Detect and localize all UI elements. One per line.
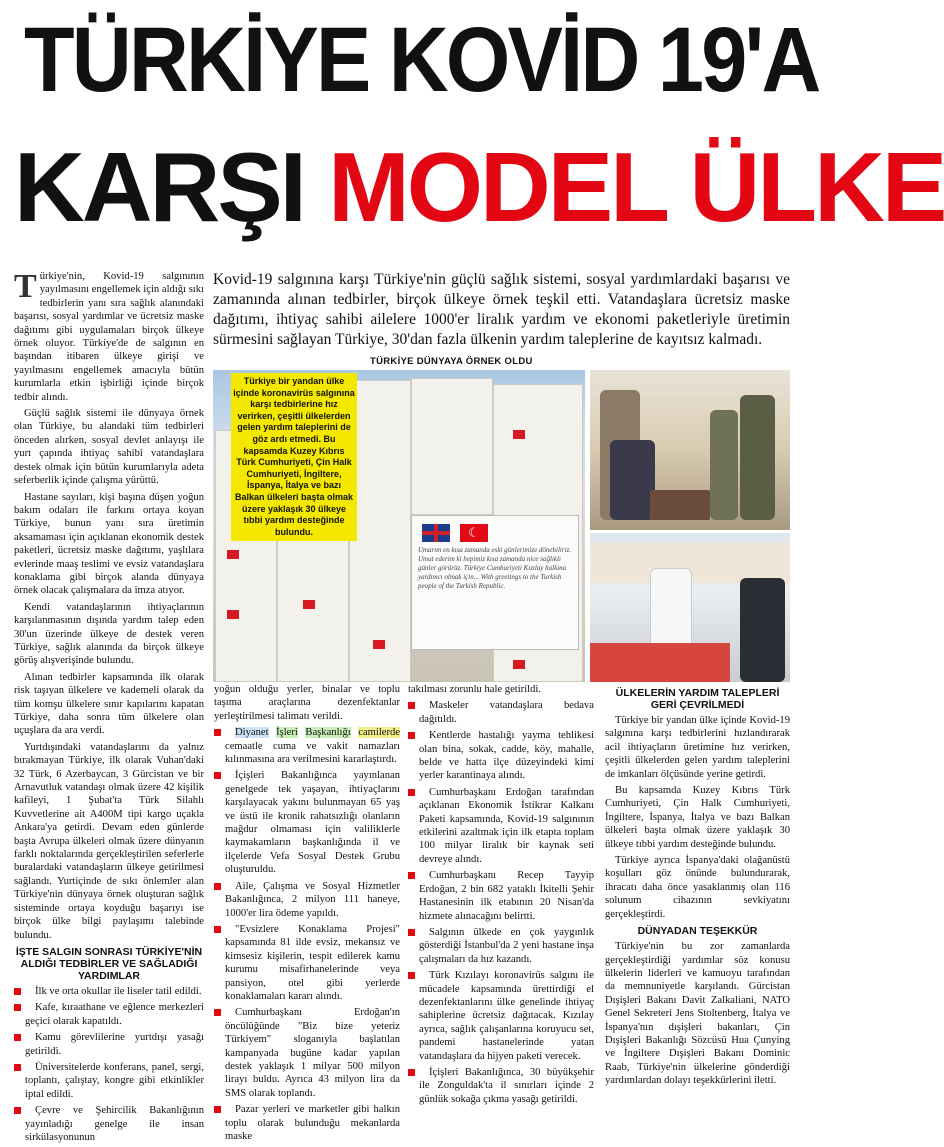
gendarme-figure [740, 395, 775, 520]
bullet-item: Kentlerde hastalığı yayma tehlikesi olan bina, sokak, cadde, köy, mahalle, belde ve hatta ilçe düzeyindeki kimi yerler karantinaya alındı. [408, 729, 594, 783]
turkey-flag-icon: ☾ [460, 524, 488, 542]
highlight-baskanligi: Başkanlığı [305, 727, 351, 739]
customer-figure [740, 578, 785, 682]
highlight-diyanet: Diyanet [235, 727, 269, 739]
column-2 [214, 683, 400, 1146]
bullet-item: Pazar yerleri ve marketler gibi halkın toplu olarak bulunduğu mekanlarda maske [214, 1103, 400, 1143]
letter-note [411, 515, 579, 650]
col3-intro: takılması zorunlu hale getirildi. [408, 684, 541, 695]
col1-paragraph: Yurtdışındaki vatandaşlarını da yalnız bırakmayan Türkiye, ilk olarak Vuhan'daki 32 Türk, 6 Azerbaycan, 3 Gürcistan ve bir Arnavutluk vatandaşı olmak üzere 42 kişilik kafileyi, 1 Şubat'ta Türk Silahlı Kuvvetlerine ait A400M tipi kargo uçakla Ankara'ya getirdi. Devam eden günlerde başta Avrupa ülkeleri olmak üzere dünyanın farklı noktalarında gerçekleştirilen seferlerle buralardaki vatandaşların ülkeye getirilmesi sağlandı. Yurtiçinde de sıkı önlemler alan Türkiye'nin dünyaya örnek oluşturan sağlık sisteminde ortaya koyduğu başarıyı ise birçok ülke bilgi paylaşımı talebinde bulundu. [14, 741, 204, 941]
highlight-camilerde: camilerde [358, 727, 401, 739]
photo-caption: Türkiye bir yandan ülke içinde koronavirüs salgınına karşı tedbirlerine hız verirken, çeşitli ülkelerden gelen yardım taleplerini de göz ardı etmedi. Bu kapsamda Kuzey Kıbrıs Türk Cumhuriyeti, Çin Halk Cumhuriyeti, İngiltere, İspanya, İtalya ve bazı Balkan ülkeleri başta olmak üzere yaklaşık 30 ülkeye tıbbi yardım desteğinde bulundu. [231, 373, 357, 541]
column-4 [605, 683, 790, 1091]
col4-paragraph: Türkiye ayrıca İspanya'daki olağanüstü koşulları göz önünde bulundurarak, ihracatı daha önce yasaklanmış olan 116 solunum cihazının sevkiyatını gerçekleştirdi. [605, 855, 790, 920]
headline-line-1: TÜRKİYE KOVİD 19'A [24, 9, 819, 111]
lead-paragraph: Kovid-19 salgınına karşı Türkiye'nin güçlü sağlık sistemi, sosyal yardımlardaki başarısı ve zamanında alınan tedbirler, birçok ülkeye örnek teşkil etti. Vatandaşlara ücretsiz maske dağıtımı, ihtiyaç sahibi ailelere 1000'er liralık yardım ve ekonomi paketleriyle üretimin sürmesini sağlayan Türkiye, 30'dan fazla ülkenin yardım taleplerine de kayıtsız kalmadı. [213, 271, 790, 348]
turkish-flag-icon [373, 640, 385, 649]
column-3 [408, 683, 594, 1109]
col4-paragraph: Türkiye'nin bu zor zamanlarda gerçekleştirdiği yardımlar söz konusu ülkelerin liderleri ve kamuoyu tarafından da memnuniyetle karşılandı. Gürcistan Dışişleri Bakanı Davit Zalkaliani, NATO Genel Sekreteri Jens Stoltenberg, İtalya ve İspanya'nın dışişleri bakanları, Çin Dışişleri Bakanlığı Sözcüsü Hua Çunying ve İngiltere Dışişleri Bakanı Dominic Raab, Türkiye'nin ülkelerine gönderdiği yardımlardan dolayı teşekkürlerini iletti. [605, 941, 790, 1087]
aid-box [411, 378, 493, 515]
bullet-item: Cumhurbaşkanı Erdoğan tarafından açıklanan Ekonomik İstikrar Kalkanı Paketi kapsamında, Kovid-19 salgınının etkilerini azaltmak için ilk etapta toplam 100 milyar liralık bir kaynak seti devreye alındı. [408, 786, 594, 866]
turkish-flag-icon [513, 660, 525, 669]
bullet-text: cemaatle cuma ve vakit namazları kılınmasına ara verilmesini kararlaştırdı. [225, 740, 400, 766]
bullet-item: Cumhurbaşkanı Erdoğan'ın öncülüğünde "Biz bize yeteriz Türkiyem" sloganıyla başlatılan kampanyada bugüne kadar yapılan destek yaklaşık 1 milyar 500 milyon lirayı buldu. Ayrıca 43 milyon lira da SMS olarak toplandı. [214, 1006, 400, 1100]
bullet-item: İçişleri Bakanlığınca, 30 büyükşehir ile Zonguldak'ta il sınırları içinde 2 günlük sokağa çıkma yasağı getirildi. [408, 1066, 594, 1106]
headline-black-part: KARŞI [14, 132, 304, 242]
col1-paragraph: Güçlü sağlık sistemi ile dünyaya örnek olan Türkiye, bu alandaki tüm tedbirleri önceden alırken, sosyal devlet anlayışı ile yurt çapında ihtiyaç sahibi vatandaşlara destek olmak için bütün kurumlarıyla adeta seferberlik içinde çalışma yürüttü. [14, 408, 204, 487]
headline-line-2 [14, 132, 944, 242]
photo-section-label: TÜRKİYE DÜNYAYA ÖRNEK OLDU [370, 356, 533, 367]
bullet-item: Cumhurbaşkanı Recep Tayyip Erdoğan, 2 bin 682 yataklı İkitelli Şehir Hastanesinin ilk etabının 20 Nisan'da hizmete alınacağını belirtti. [408, 869, 594, 923]
highlight-isleri: İşleri [276, 727, 298, 739]
bullet-item [214, 726, 400, 766]
bullet-item: Maskeler vatandaşlara bedava dağıtıldı. [408, 699, 594, 726]
col1-paragraph: Hastane sayıları, kişi başına düşen yoğun bakım odaları ile farkını ortaya koyan Türkiye, bunun yanı sıra üretimin aksamaması için açıklanan ekonomik destek paketleri, ücretsiz maske dağıtımı, yaşlılara evlerinde maaş teslimi ve evsiz vatandaşlara konaklama gibi birçok alanda dünyaya örnek olacak çalışmalara da imza atıyor. [14, 491, 204, 597]
col1-paragraph: Kendi vatandaşlarının ihtiyaçlarının karşılanmasının dışında yardım talep eden 30'un üzerinde ülkeye de destek veren Türkiye, sağlık alanında da birçok ülkeye görüş alışverişinde bulundu. [14, 601, 204, 667]
drop-cap: T [14, 268, 37, 305]
photo-pharmacy [590, 533, 790, 682]
bullet-item: Çevre ve Şehircilik Bakanlığının yayınladığı genelge ile insan sirkülasyonunun [14, 1104, 204, 1144]
bullet-item: Kamu görevlilerine yurtdışı yasağı getirildi. [14, 1031, 204, 1058]
col2-intro: yoğun olduğu yerler, binalar ve toplu taşıma araçlarına dezenfektanlar yerleştirilmesi talimatı verildi. [214, 684, 400, 722]
bullet-item: İlk ve orta okullar ile liseler tatil edildi. [14, 985, 204, 998]
col4-subhead-2: DÜNYADAN TEŞEKKÜR [637, 925, 758, 938]
bullet-item: Aile, Çalışma ve Sosyal Hizmetler Bakanlığınca, 2 milyon 111 haneye, 1000'er lira ödeme yapıldı. [214, 880, 400, 920]
uk-flag-icon [422, 524, 450, 542]
turkish-flag-icon [303, 600, 315, 609]
bullet-item: "Evsizlere Konaklama Projesi" kapsamında 81 ilde evsiz, mekansız ve kimsesiz kişilerin, tespit edilerek kamu kurumu misafirhanelerinde veya pansiyon, otel gibi yerlerde konaklamaları kararı alındı. [214, 923, 400, 1003]
col4-subhead-1: ÜLKELERİN YARDIM TALEPLERİ GERİ ÇEVRİLMEDİ [615, 687, 780, 711]
col1-subhead: İŞTE SALGIN SONRASI TÜRKİYE'NİN ALDIĞI TEDBİRLER VE SAĞLADIĞI YARDIMLAR [15, 945, 203, 982]
bullet-item: Türk Kızılayı koronavirüs salgını ile mücadele kapsamında ürettirdiği el dezenfektanlarını ülke genelinde ihtiyaç sahiplerine ücretsiz dağıtacak. Kızılay ayrıca, sağlık çalışanlarına koruyucu set, pandemi hastanelerinde yatan vatandaşlara da hijyen paketi verecek. [408, 969, 594, 1063]
letter-text: Umarım en kısa zamanda eski günlerimize dönebiliriz. Umut ederim ki hepimiz kısa zamanda nice sağlıklı günler görürüz. Türkiye Cumhuriyeti Kızılay halkına yardımcı olmak için... With greetings to the Turkish people of the Turkish Republic. [418, 546, 572, 590]
counter [590, 643, 730, 682]
headline-red-part: MODEL ÜLKE [328, 132, 944, 242]
turkish-flag-icon [513, 430, 525, 439]
gendarme-figure [710, 410, 738, 520]
rug [650, 490, 710, 520]
col4-paragraph: Türkiye bir yandan ülke içinde Kovid-19 salgınına karşı tedbirlerini hızlandırarak acil ihtiyaçların üretimine hız verirken, çeşitli ülkelerden gelen yardım taleplerini de imkanları ölçüsünde yerine getirdi. [605, 715, 790, 780]
column-1 [14, 270, 204, 1147]
turkish-flag-icon [227, 550, 239, 559]
bullet-item: Kafe, kıraathane ve eğlence merkezleri geçici olarak kapatıldı. [14, 1001, 204, 1028]
main-photo-aid-boxes [213, 370, 585, 682]
col1-paragraph: ürkiye'nin, Kovid-19 salgınının yayılmasını engellemek için aldığı sıkı tedbirlerin yanı sıra sağlık alanındaki başarısı, sosyal yardımlar ve ücretsiz maske dağıtımı gibi uygulamaları birçok ülkeye örnek oluyor. Türkiye'de de salgının en başından itibaren ülkeye girişi ve yayılmasını engellemek amacıyla bütün kurumlarla etkin işbirliği içinde birçok tedbir alındı. [14, 271, 204, 403]
seated-woman [610, 440, 655, 520]
bullet-item: İçişleri Bakanlığınca yayınlanan genelgede tek yaşayan, ihtiyaçlarını karşılayacak yakını bulunmayan 65 yaş ve üstü ile kronik rahatsızlığı olanların mağdur olmaması için valiliklerle kaymakamların başkanlığında il ve ilçelerde Vefa Sosyal Destek Grubu oluşturuldu. [214, 769, 400, 876]
turkish-flag-icon [227, 610, 239, 619]
col4-paragraph: Bu kapsamda Kuzey Kıbrıs Türk Cumhuriyeti, Çin Halk Cumhuriyeti, İngiltere, İspanya, İtalya ve bazı Balkan ülkeleri başta olmak üzere yaklaşık 30 ülkeye tıbbi yardım desteğinde bulundu. [605, 785, 790, 850]
bullet-item: Üniversitelerde konferans, panel, sergi, toplantı, çalıştay, kongre gibi etkinlikler iptal edildi. [14, 1061, 204, 1101]
col1-paragraph: Alınan tedbirler kapsamında ilk olarak risk taşıyan ülkelere ve kademeli olarak da tüm komşu ülkelere sınır kapılarını kapatan Türkiye, daha sonra tüm ülkelere olan uçuşlara da ara verdi. [14, 671, 204, 737]
bullet-item: Salgının ülkede en çok yaygınlık gösterdiği İstanbul'da 2 yeni hastane inşa çalışmaları da hız kazandı. [408, 926, 594, 966]
aid-box [349, 380, 411, 682]
photo-elderly-visit [590, 370, 790, 530]
